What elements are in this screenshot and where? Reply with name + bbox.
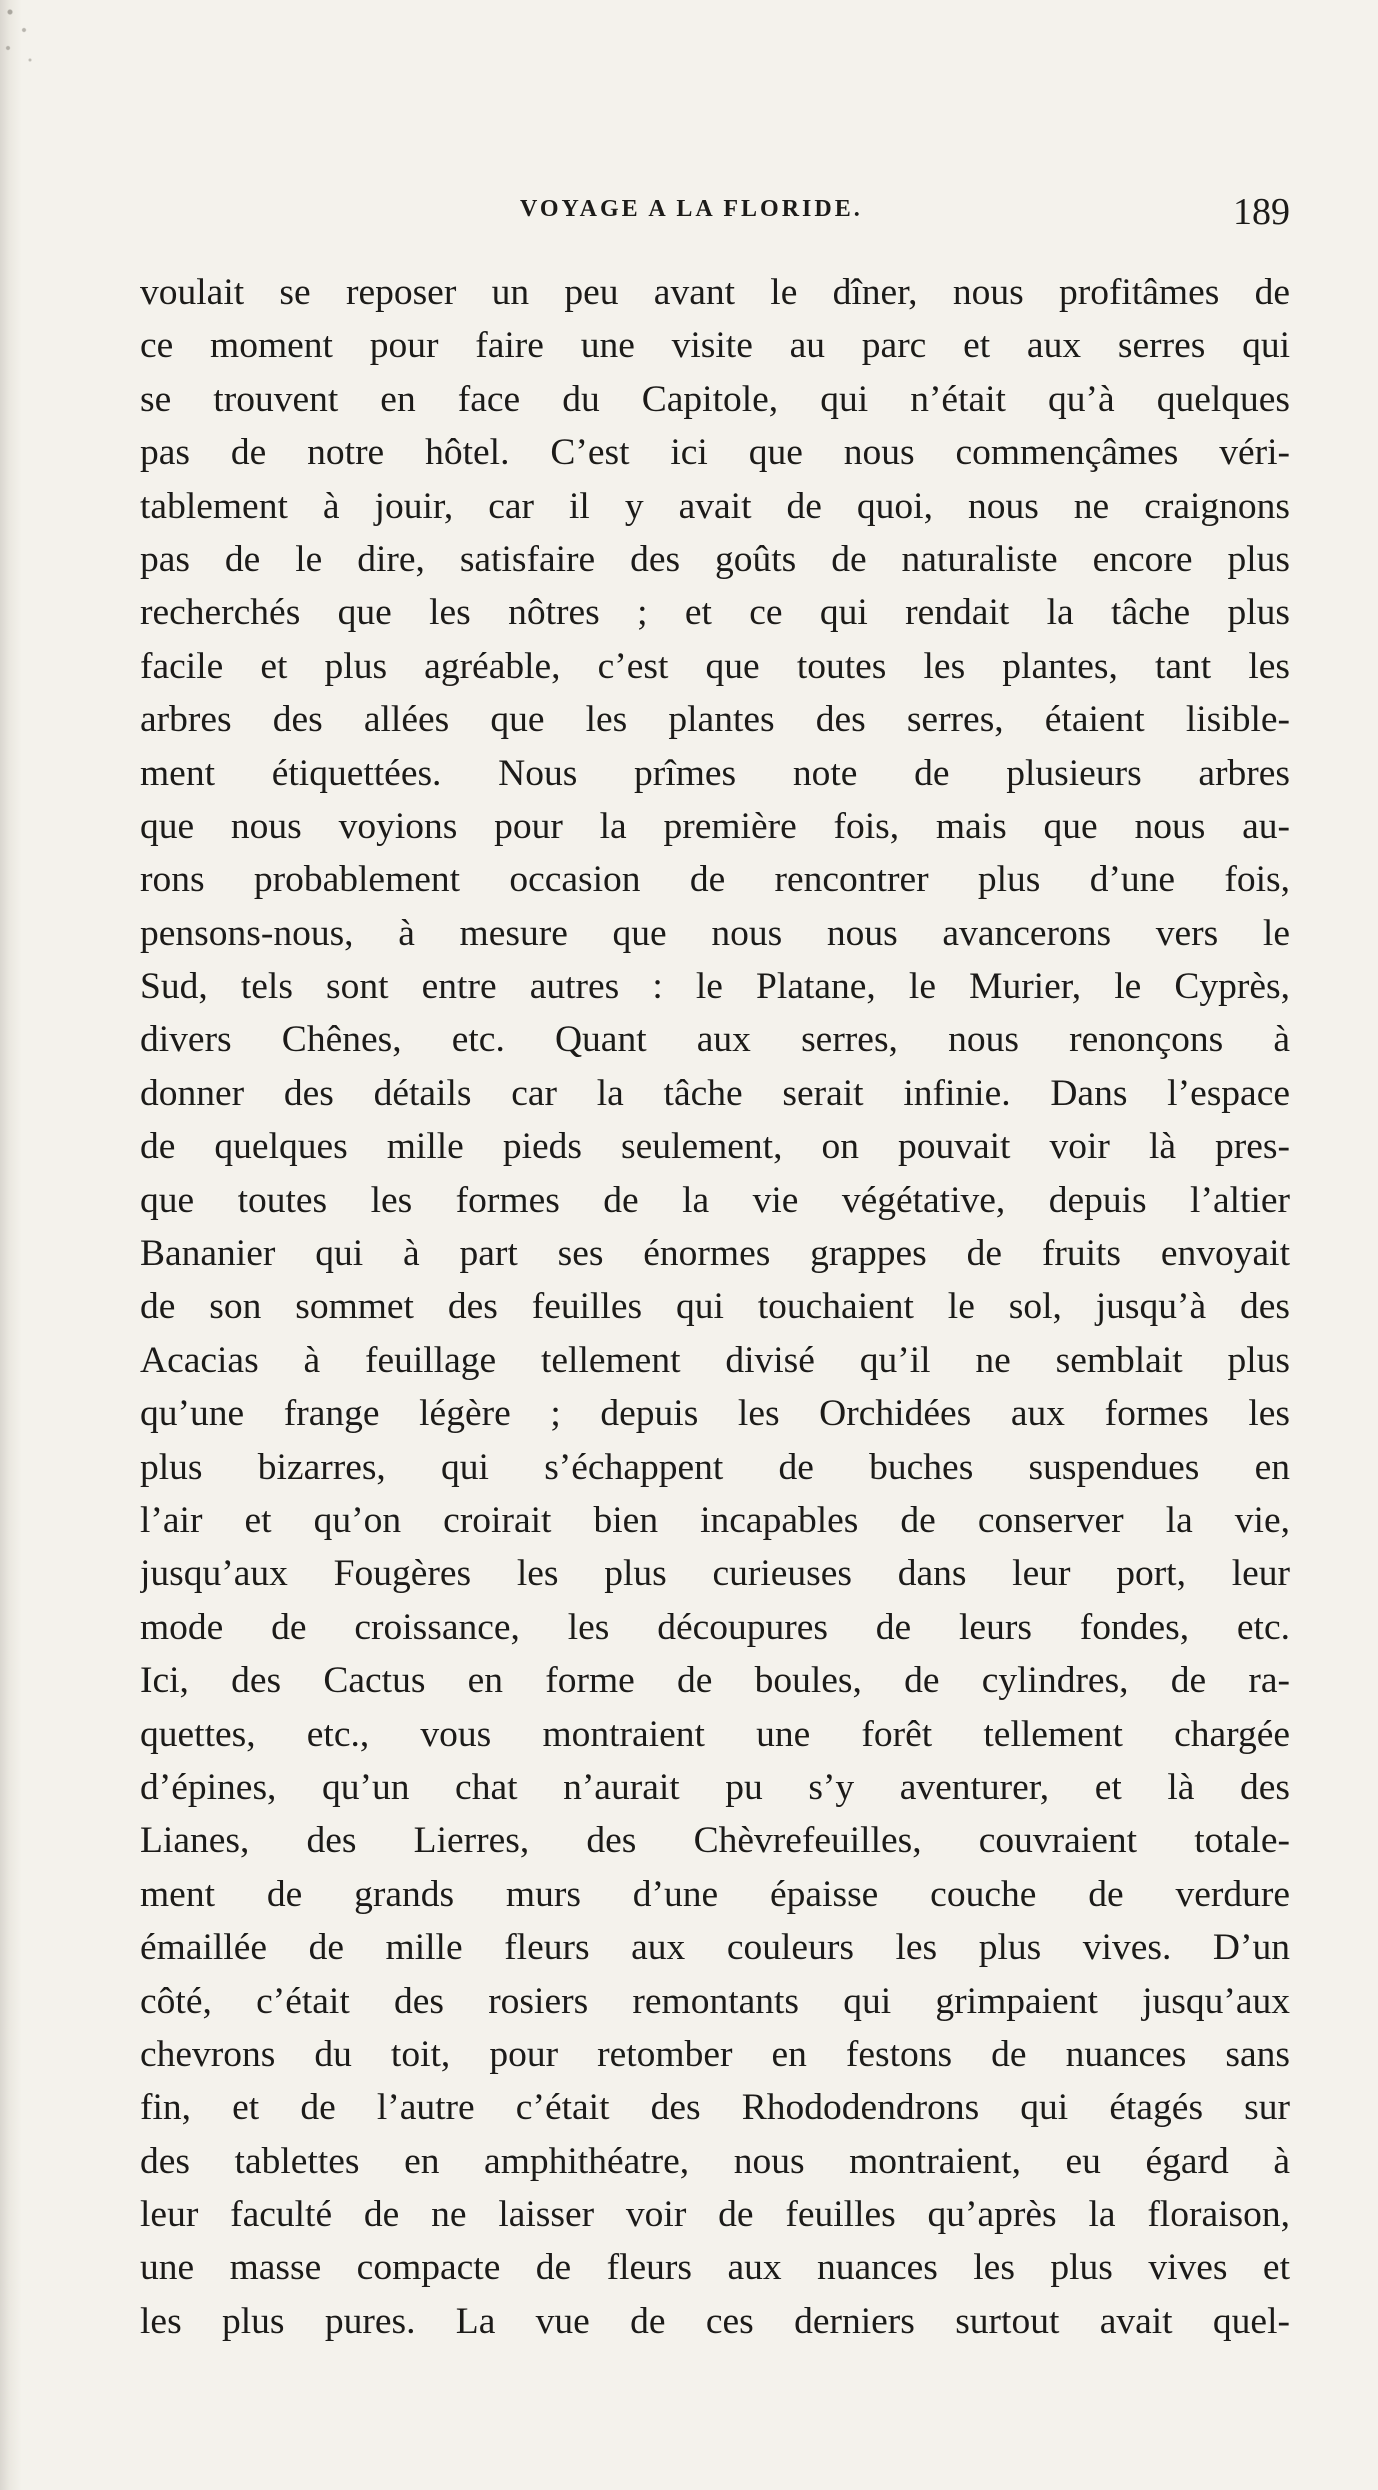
- text-line: fin, et de l’autre c’était des Rhododendrons qui étagés sur: [140, 2087, 1290, 2129]
- text-line: chevrons du toit, pour retomber en festons de nuances sans: [140, 2033, 1290, 2075]
- text-line: d’épines, qu’un chat n’aurait pu s’y aventurer, et là des: [140, 1766, 1290, 1808]
- text-line: mode de croissance, les découpures de leurs fondes, etc.: [140, 1606, 1290, 1648]
- text-line: de son sommet des feuilles qui touchaient le sol, jusqu’à des: [140, 1286, 1290, 1328]
- text-line: Lianes, des Lierres, des Chèvrefeuilles, couvraient totale-: [140, 1820, 1290, 1862]
- text-line: voulait se reposer un peu avant le dîner, nous profitâmes de: [140, 272, 1290, 313]
- text-line: ment étiquettées. Nous prîmes note de plusieurs arbres: [140, 752, 1290, 794]
- text-line: que nous voyions pour la première fois, mais que nous au-: [140, 805, 1290, 847]
- scan-speckle: [0, 0, 60, 90]
- text-line: donner des détails car la tâche serait infinie. Dans l’espace: [140, 1072, 1290, 1114]
- text-line: ment de grands murs d’une épaisse couche de verdure: [140, 1873, 1290, 1915]
- text-line: pensons-nous, à mesure que nous nous avancerons vers le: [140, 912, 1290, 954]
- text-line: émaillée de mille fleurs aux couleurs les plus vives. D’un: [140, 1927, 1290, 1969]
- text-line: Ici, des Cactus en forme de boules, de cylindres, de ra-: [140, 1660, 1290, 1702]
- text-line: que toutes les formes de la vie végétative, depuis l’altier: [140, 1179, 1290, 1221]
- text-line: l’air et qu’on croirait bien incapables de conserver la vie,: [140, 1499, 1290, 1541]
- text-line: divers Chênes, etc. Quant aux serres, nous renonçons à: [140, 1019, 1290, 1061]
- text-line: des tablettes en amphithéatre, nous montraient, eu égard à: [140, 2140, 1290, 2182]
- text-line: leur faculté de ne laisser voir de feuilles qu’après la floraison,: [140, 2194, 1290, 2236]
- text-line: rons probablement occasion de rencontrer plus d’une fois,: [140, 859, 1290, 901]
- text-line: de quelques mille pieds seulement, on pouvait voir là pres-: [140, 1126, 1290, 1168]
- text-line: une masse compacte de fleurs aux nuances les plus vives et: [140, 2247, 1290, 2289]
- text-line: Sud, tels sont entre autres : le Platane, le Murier, le Cyprès,: [140, 966, 1290, 1008]
- page-number: 189: [1233, 191, 1290, 233]
- text-line: pas de le dire, satisfaire des goûts de naturaliste encore plus: [140, 538, 1290, 580]
- text-line: facile et plus agréable, c’est que toutes les plantes, tant les: [140, 645, 1290, 687]
- running-title: VOYAGE A LA FLORIDE.: [520, 196, 863, 222]
- text-line: pas de notre hôtel. C’est ici que nous commençâmes véri-: [140, 432, 1290, 474]
- text-line: Bananier qui à part ses énormes grappes de fruits envoyait: [140, 1233, 1290, 1275]
- text-line: quettes, etc., vous montraient une forêt tellement chargée: [140, 1713, 1290, 1755]
- text-line: Acacias à feuillage tellement divisé qu’il ne semblait plus: [140, 1339, 1290, 1381]
- text-line: plus bizarres, qui s’échappent de buches suspendues en: [140, 1446, 1290, 1488]
- scan-edge: [0, 0, 22, 2490]
- body-text: [140, 266, 1290, 2348]
- text-line: tablement à jouir, car il y avait de quoi, nous ne craignons: [140, 485, 1290, 527]
- text-line: les plus pures. La vue de ces derniers surtout avait quel-: [140, 2300, 1290, 2342]
- text-line: côté, c’était des rosiers remontants qui grimpaient jusqu’aux: [140, 1980, 1290, 2022]
- text-line: qu’une frange légère ; depuis les Orchidées aux formes les: [140, 1393, 1290, 1435]
- text-line: arbres des allées que les plantes des serres, étaient lisible-: [140, 699, 1290, 741]
- text-line: jusqu’aux Fougères les plus curieuses dans leur port, leur: [140, 1553, 1290, 1595]
- text-line: ce moment pour faire une visite au parc et aux serres qui: [140, 325, 1290, 367]
- text-line: se trouvent en face du Capitole, qui n’était qu’à quelques: [140, 378, 1290, 420]
- running-header: [140, 190, 1290, 240]
- text-line: recherchés que les nôtres ; et ce qui rendait la tâche plus: [140, 592, 1290, 634]
